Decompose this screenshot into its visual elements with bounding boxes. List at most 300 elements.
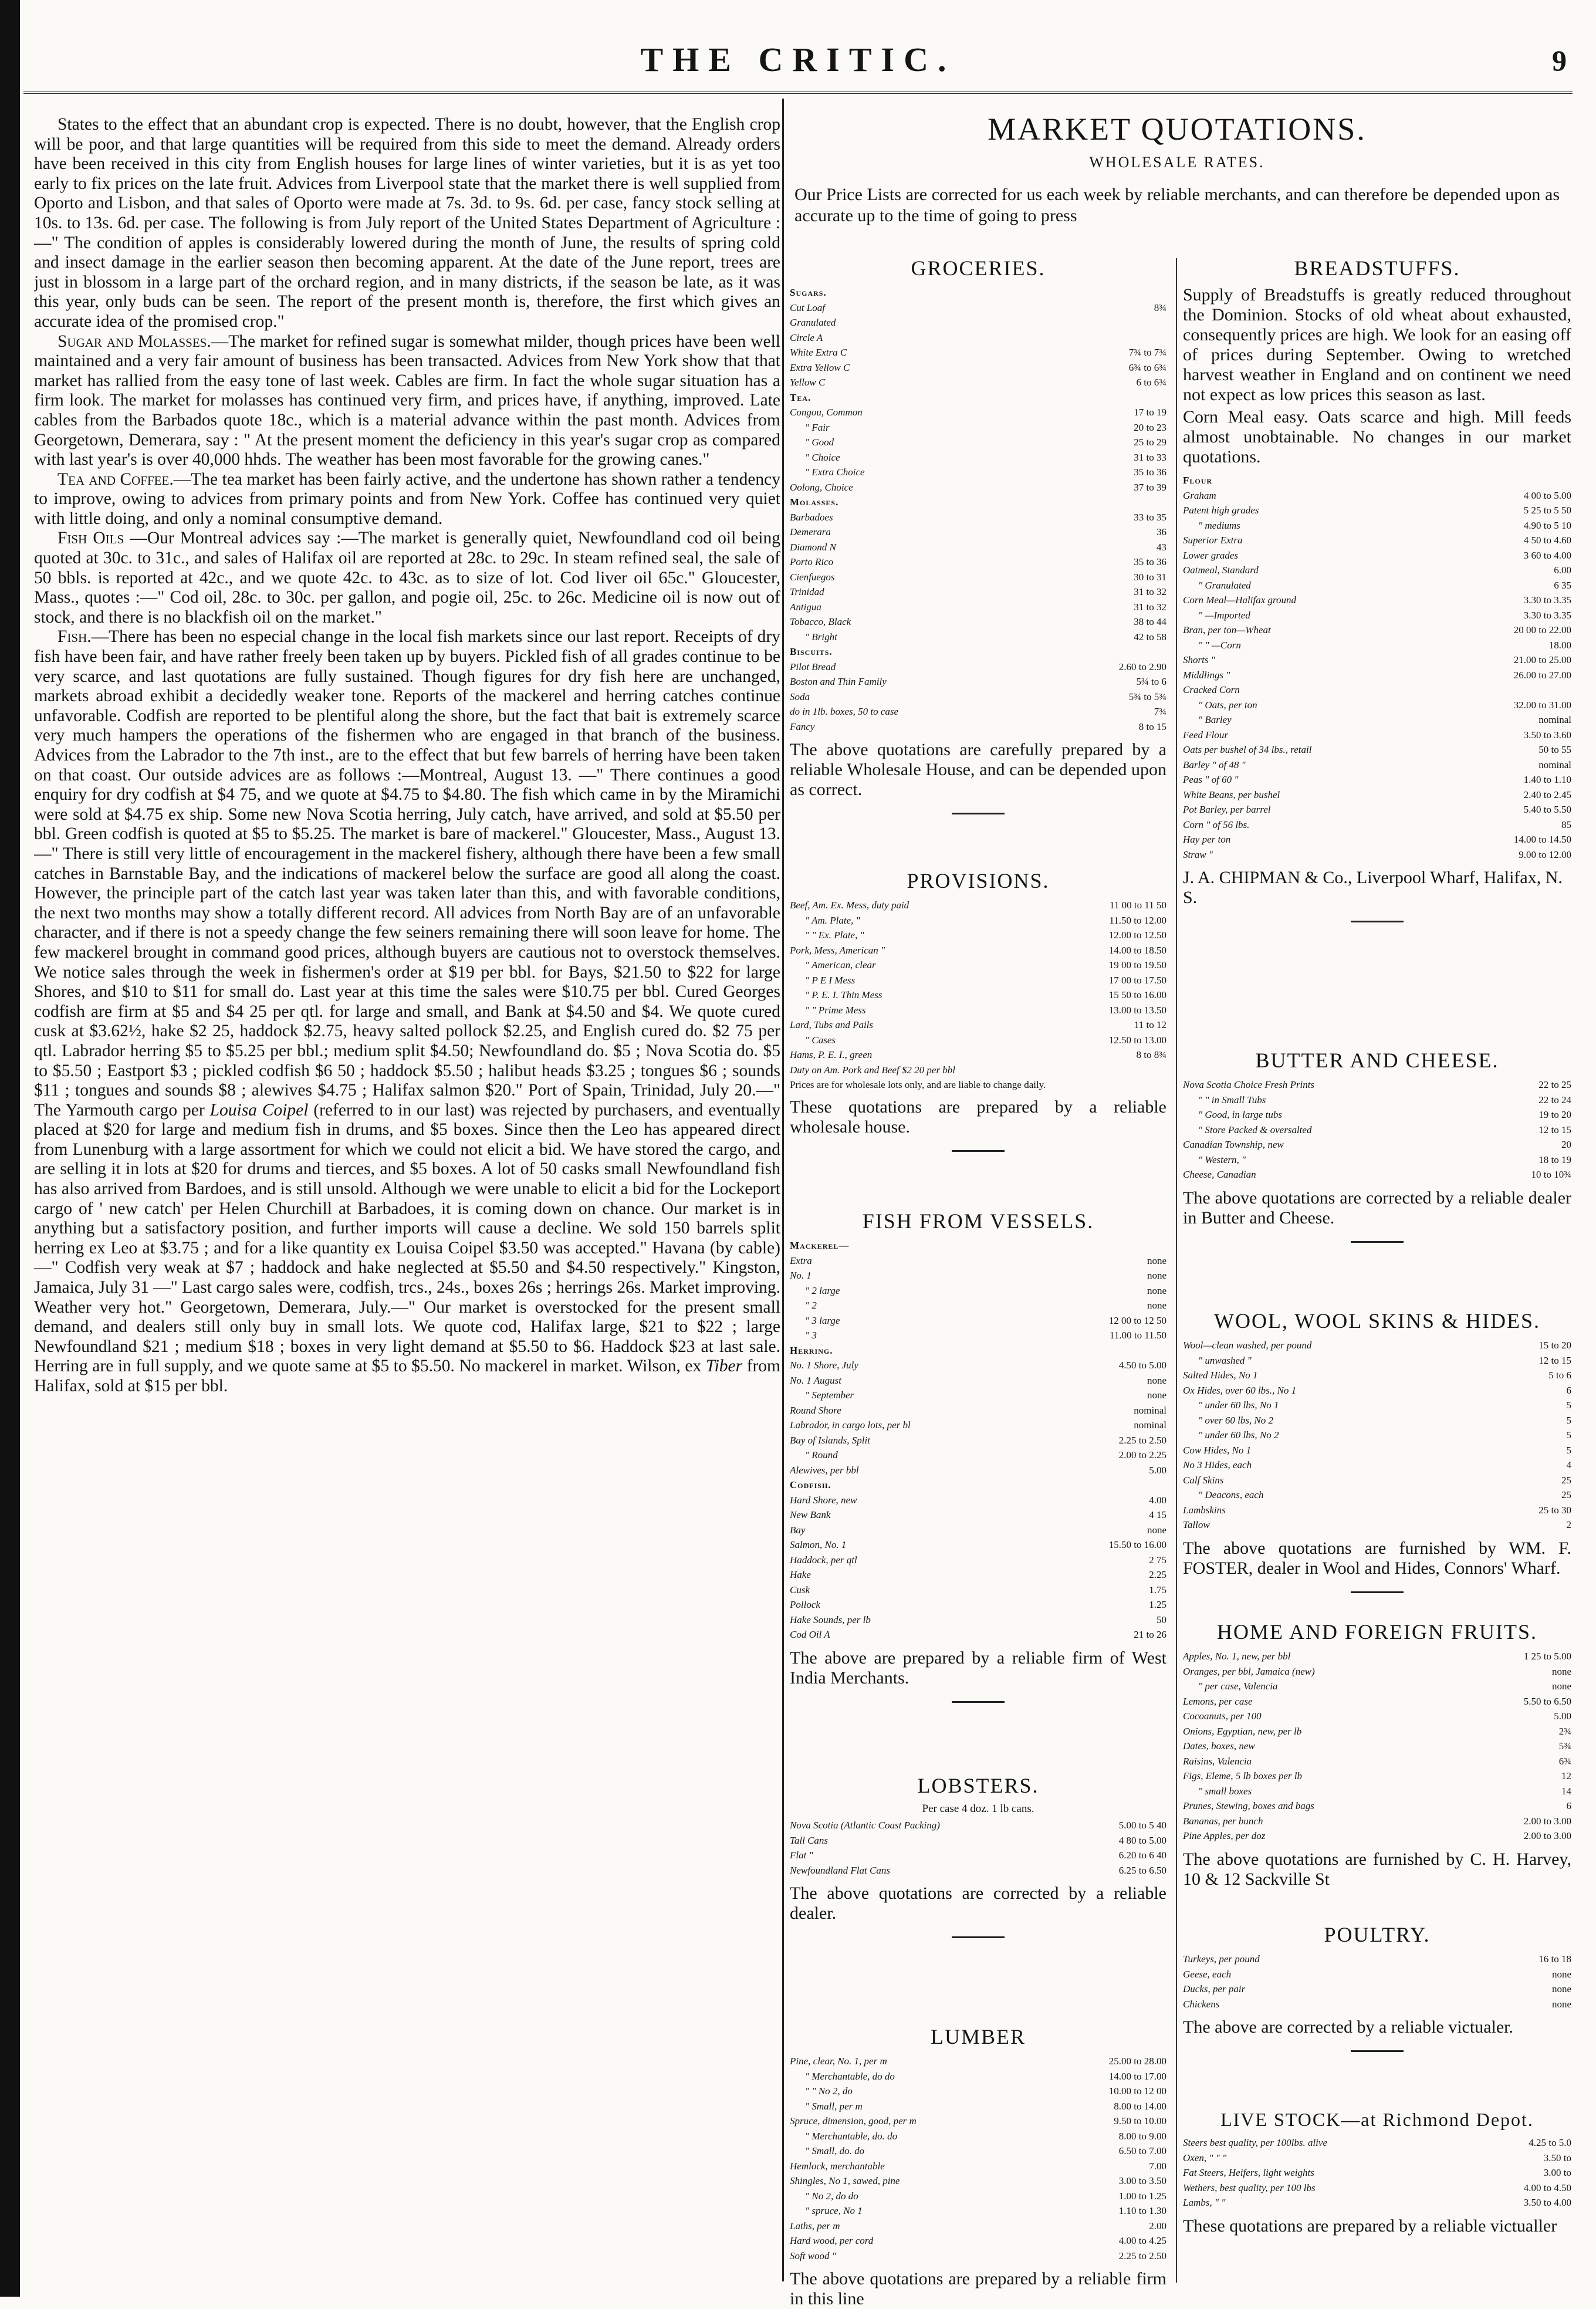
price-row [1183, 742, 1571, 758]
item-name: " Round [805, 1449, 838, 1461]
item-name: Herring. [790, 1344, 833, 1356]
breadstuffs-title: BREADSTUFFS. [1294, 256, 1460, 280]
price-row [790, 1433, 1166, 1448]
price-row [790, 285, 1166, 300]
item-price: 4 [1566, 1459, 1571, 1470]
item-price: 3.30 to 3.35 [1523, 609, 1571, 621]
price-row [790, 2159, 1166, 2174]
item-price: 15.50 to 16.00 [1108, 1539, 1166, 1550]
item-name: No. 1 Shore, July [790, 1360, 858, 1371]
price-row [790, 375, 1166, 390]
item-name: Trinidad [790, 586, 824, 597]
section-divider [1351, 921, 1404, 922]
item-price: 12 [1561, 1770, 1571, 1781]
price-row [1183, 473, 1571, 488]
price-row [790, 1343, 1166, 1358]
item-price [1039, 644, 1166, 660]
page-binding-shadow [0, 0, 20, 2297]
item-price: 5 to 6 [1548, 1370, 1571, 1381]
price-row [1183, 548, 1571, 563]
price-row [1183, 682, 1571, 698]
price-row [1183, 653, 1571, 668]
item-price: 5¾ to 5¾ [1128, 691, 1166, 702]
price-row [790, 1003, 1166, 1018]
price-row [1183, 1123, 1571, 1138]
lobsters-note: The above quotations are corrected by a reliable dealer. [790, 1884, 1166, 1923]
item-name: Pollock [790, 1599, 820, 1610]
item-price [1039, 285, 1166, 300]
price-row [1183, 712, 1571, 728]
item-name: Boston and Thin Family [790, 676, 887, 687]
item-name: Alewives, per bbl [790, 1464, 859, 1476]
price-row [790, 300, 1166, 316]
item-name: Laths, per m [790, 2220, 840, 2232]
item-price: none [1551, 1681, 1571, 1692]
item-price: 35 to 36 [1134, 556, 1166, 567]
fruits-section [1183, 1620, 1571, 1889]
item-price: 3.00 to [1543, 2167, 1571, 2178]
item-price: 6¾ to 6¾ [1128, 361, 1166, 373]
item-price: 6 to 6¾ [1136, 377, 1166, 388]
price-row [790, 1612, 1166, 1628]
price-row [790, 600, 1166, 615]
price-row [790, 1863, 1166, 1878]
item-price: none [1551, 1998, 1571, 2010]
item-name: " Western, " [1198, 1154, 1246, 1165]
lumber-note: The above quotations are prepared by a reliable firm in this line [790, 2269, 1166, 2308]
item-price: none [1551, 1968, 1571, 1980]
fish-note: The above are prepared by a reliable firm of West India Merchants. [790, 1648, 1166, 1688]
item-name: Cocoanuts, per 100 [1183, 1710, 1262, 1722]
price-row [790, 913, 1166, 928]
item-price: 36 [1157, 526, 1166, 537]
price-row [790, 2219, 1166, 2234]
item-name: " Choice [805, 451, 840, 463]
item-name: Mackerel— [790, 1240, 850, 1251]
item-price: 8.00 to 9.00 [1118, 2130, 1166, 2142]
item-name: Beef, Am. Ex. Mess, duty paid [790, 900, 909, 911]
item-name: Cut Loaf [790, 302, 825, 313]
price-row [790, 1463, 1166, 1478]
item-price: 5.40 to 5.50 [1523, 804, 1571, 815]
item-name: Bay [790, 1524, 806, 1536]
item-name: Corn " of 56 lbs. [1183, 819, 1250, 830]
item-price: 7.00 [1149, 2160, 1166, 2172]
price-row [1183, 2135, 1571, 2151]
price-row [790, 1627, 1166, 1642]
price-row [1183, 563, 1571, 578]
price-row [790, 1063, 1166, 1078]
item-name: Circle A [790, 332, 823, 343]
item-price: 25 [1561, 1474, 1571, 1486]
item-name: Barley " of 48 " [1183, 759, 1246, 770]
price-row [1183, 623, 1571, 638]
price-row [790, 1493, 1166, 1508]
item-price: none [1551, 1665, 1571, 1677]
item-name: " " Prime Mess [805, 1004, 866, 1016]
item-price: 14.00 to 14.50 [1513, 834, 1571, 845]
price-row [790, 330, 1166, 346]
item-name: Extra [790, 1255, 812, 1266]
price-row [1183, 832, 1571, 847]
item-price: 2¾ [1558, 1725, 1571, 1737]
item-name: " per case, Valencia [1198, 1681, 1278, 1692]
price-row [1183, 817, 1571, 833]
item-price: none [1147, 1390, 1166, 1401]
item-price: 3.50 to 4.00 [1523, 2197, 1571, 2208]
item-name: Pilot Bread [790, 661, 836, 672]
item-price: none [1147, 1255, 1166, 1266]
item-price: 25 to 30 [1538, 1504, 1571, 1516]
price-row [1183, 2151, 1571, 2166]
item-price: none [1147, 1374, 1166, 1386]
price-row [1183, 1488, 1571, 1503]
price-row [1183, 1137, 1571, 1152]
item-name: " " No 2, do [805, 2085, 853, 2097]
item-price: 12.00 to 12.50 [1108, 929, 1166, 941]
market-intro: Our Price Lists are corrected for us each week by reliable merchants, and can therefore be depended upon as accurate up to the time of going to press [794, 185, 1560, 225]
item-price: 14.00 to 17.00 [1108, 2070, 1166, 2082]
breadstuffs-section [1183, 256, 1571, 932]
item-name: Ox Hides, over 60 lbs., No 1 [1183, 1384, 1297, 1396]
poultry-table [1183, 1952, 1571, 2011]
section-divider [952, 1150, 1005, 1152]
price-row [790, 1553, 1166, 1568]
price-row [790, 973, 1166, 988]
item-name: Sugars. [790, 287, 827, 298]
price-row [790, 2189, 1166, 2204]
item-name: Demerara [790, 526, 831, 537]
item-price: 1.75 [1149, 1584, 1166, 1595]
item-price: 2.00 to 3.00 [1523, 1815, 1571, 1827]
item-name: " Barley [1198, 714, 1232, 725]
item-price: 18 to 19 [1538, 1154, 1571, 1165]
fish-title: FISH FROM VESSELS. [862, 1209, 1094, 1233]
item-price: 4 50 to 4.60 [1523, 535, 1571, 546]
item-name: Fat Steers, Heifers, light weights [1183, 2167, 1314, 2178]
price-row [790, 1848, 1166, 1863]
item-price: 6.50 to 7.00 [1118, 2145, 1166, 2156]
column-rule-2 [1176, 258, 1177, 2283]
item-price: 1.25 [1149, 1599, 1166, 1610]
item-name: Calf Skins [1183, 1474, 1224, 1486]
price-row [790, 1033, 1166, 1048]
price-row [1183, 758, 1571, 773]
fish-section [790, 1209, 1166, 1712]
price-row [1183, 728, 1571, 743]
poultry-title: POULTRY. [1324, 1923, 1431, 1946]
item-price: 5.00 [1149, 1464, 1166, 1476]
item-price: 2.40 to 2.45 [1523, 789, 1571, 800]
price-row [790, 1283, 1166, 1299]
price-row [1183, 1709, 1571, 1724]
item-price: none [1147, 1284, 1166, 1296]
item-price: 15 to 20 [1538, 1340, 1571, 1351]
price-row [1183, 1383, 1571, 1398]
section-divider [952, 813, 1005, 814]
item-price: 4.50 to 5.00 [1118, 1360, 1166, 1371]
price-row [790, 1478, 1166, 1493]
price-row [790, 555, 1166, 570]
lobsters-table [790, 1818, 1166, 1878]
item-name: " P. E. I. Thin Mess [805, 989, 882, 1000]
price-row [790, 2144, 1166, 2159]
lumber-section [790, 2024, 1166, 2309]
price-row [1183, 2180, 1571, 2196]
item-name: Cheese, Canadian [1183, 1169, 1256, 1180]
item-price: 9.50 to 10.00 [1114, 2115, 1166, 2127]
price-row [1183, 1754, 1571, 1769]
groceries-title: GROCERIES. [911, 256, 1046, 280]
wool-hides-table [1183, 1338, 1571, 1533]
item-price: nominal [1134, 1404, 1166, 1416]
livestock-section [1183, 2109, 1571, 2236]
item-name: Granulated [790, 317, 836, 328]
item-name: Hake [790, 1569, 811, 1580]
item-name: " Am. Plate, " [805, 914, 860, 926]
item-price: 3.50 to [1543, 2152, 1571, 2163]
item-price: 11.50 to 12.00 [1109, 914, 1166, 926]
item-name: " " in Small Tubs [1198, 1094, 1266, 1106]
item-name: Geese, each [1183, 1968, 1232, 1980]
price-row [1183, 2165, 1571, 2180]
item-price: 12.50 to 13.00 [1108, 1034, 1166, 1046]
item-name: " mediums [1198, 519, 1240, 531]
item-name: " P E I Mess [805, 974, 856, 986]
item-price: 1.00 to 1.25 [1118, 2190, 1166, 2202]
price-row [790, 928, 1166, 943]
lobsters-title: LOBSTERS. [917, 1774, 1039, 1797]
item-name: Spruce, dimension, good, per m [790, 2115, 917, 2127]
market-quotations-title: MARKET QUOTATIONS. [988, 111, 1367, 147]
item-name: Graham [1183, 489, 1216, 501]
item-price: 2.00 to 2.25 [1118, 1449, 1166, 1461]
lobsters-section [790, 1773, 1166, 1948]
item-price: 8 to 15 [1138, 721, 1166, 732]
price-row [790, 1017, 1166, 1033]
price-row [1183, 1473, 1571, 1488]
item-name: White Extra C [790, 347, 847, 358]
lumber-title: LUMBER [930, 2025, 1026, 2048]
butter-cheese-table [1183, 1077, 1571, 1182]
item-name: " Small, per m [805, 2100, 863, 2112]
item-price: 5.00 to 5 40 [1118, 1820, 1166, 1831]
item-name: " Good, in large tubs [1198, 1109, 1282, 1120]
provisions-small-note: Prices are for wholesale lots only, and are liable to change daily. [790, 1079, 1046, 1090]
item-price: none [1147, 1270, 1166, 1281]
item-price: 7¾ [1154, 706, 1166, 717]
price-row [1183, 1338, 1571, 1353]
price-row [790, 1328, 1166, 1343]
livestock-note: These quotations are prepared by a reliable victualler [1183, 2216, 1557, 2236]
item-price: 30 to 31 [1134, 571, 1166, 583]
item-name: " Bright [805, 631, 837, 643]
fruits-note: The above quotations are furnished by C. H. Harvey, 10 & 12 Sackville St [1183, 1849, 1571, 1889]
item-price: 25 to 29 [1134, 437, 1166, 448]
price-row [790, 898, 1166, 913]
item-name: Yellow C [790, 377, 826, 388]
article-paragraph: Sugar and Molasses.—The market for refined sugar is somewhat milder, though prices have been well maintained and a very fair amount of business has been transacted. Advices from New York show that that market has rallied from the easy tone of last week. Cables are firm. In fact the whole sugar situation has a firm look. The market for molasses has continued very firm, and prices have, if anything, improved. Late cables from the Barbados quote 18c., which is a material advance within the past month. Advices from Georgetown, Demerara, say : " At the present moment the deficiency in this year's sugar crop as compared with last year's is over 40,000 hhds. The weather has been most favorable for the growing canes." [34, 332, 780, 469]
item-price [1439, 682, 1571, 698]
item-price: 1 25 to 5.00 [1523, 1651, 1571, 1662]
price-row [790, 570, 1166, 585]
item-price: 20 00 to 22.00 [1513, 624, 1571, 635]
price-row [790, 943, 1166, 958]
breadstuffs-intro-2: Corn Meal easy. Oats scarce and high. Mill feeds almost unobtainable. No changes in our market quotations. [1183, 407, 1571, 466]
price-row [1183, 1952, 1571, 1967]
item-price: 6 [1566, 1384, 1571, 1396]
item-name: Flour [1183, 475, 1213, 486]
price-row [790, 1268, 1166, 1283]
price-row [790, 525, 1166, 540]
item-price: 5¾ [1558, 1740, 1571, 1752]
price-row [790, 1388, 1166, 1403]
price-row [790, 1403, 1166, 1418]
item-price [1039, 330, 1166, 346]
item-name: Codfish. [790, 1479, 831, 1490]
item-name: Pine, clear, No. 1, per m [790, 2056, 887, 2067]
poultry-note: The above are corrected by a reliable victualer. [1183, 2017, 1514, 2037]
item-price: nominal [1538, 759, 1571, 770]
provisions-title: PROVISIONS. [907, 869, 1050, 893]
fruits-title: HOME AND FOREIGN FRUITS. [1216, 1620, 1538, 1644]
price-row [790, 2099, 1166, 2114]
item-name: " Deacons, each [1198, 1489, 1264, 1500]
item-name: Lambskins [1183, 1504, 1226, 1516]
item-name: Figs, Eleme, 5 lb boxes per lb [1183, 1770, 1303, 1781]
item-price: 8 to 8¾ [1136, 1049, 1166, 1060]
price-row [1183, 1167, 1571, 1182]
item-name: Oatmeal, Standard [1183, 564, 1259, 576]
lobsters-subtitle: Per case 4 doz. 1 lb cans. [922, 1803, 1034, 1815]
item-name: Lambs, " " [1183, 2197, 1226, 2208]
price-row [1183, 1679, 1571, 1694]
breadstuffs-intro: Supply of Breadstuffs is greatly reduced throughout the Dominion. Stocks of old wheat about exhausted, consequently prices are high. We look for an easing off of prices during September. Owing to wretched harvest weather in England and on continent we need not expect as low prices this season as last. [1183, 285, 1571, 404]
price-row [790, 2069, 1166, 2084]
price-row [1183, 1798, 1571, 1814]
item-price: 50 to 55 [1538, 744, 1571, 755]
item-price: 3.30 to 3.35 [1523, 594, 1571, 606]
item-price [1039, 1238, 1166, 1253]
item-price: 16 to 18 [1538, 1953, 1571, 1965]
item-name: Labrador, in cargo lots, per bl [790, 1419, 911, 1431]
price-row [1183, 1093, 1571, 1108]
item-name: Dates, boxes, new [1183, 1740, 1255, 1752]
item-price: 2.25 to 2.50 [1118, 2250, 1166, 2261]
item-price: 32.00 to 31.00 [1513, 699, 1571, 711]
price-row [790, 584, 1166, 600]
item-name: Hemlock, merchantable [790, 2160, 885, 2172]
item-price: 42 to 58 [1134, 631, 1166, 643]
item-price: 19 to 20 [1538, 1109, 1571, 1120]
item-name: No 3 Hides, each [1183, 1459, 1252, 1470]
item-name: " 3 [805, 1330, 817, 1341]
item-price: 2.00 to 3.00 [1523, 1830, 1571, 1841]
price-row [1183, 1152, 1571, 1168]
item-name: Pot Barley, per barrel [1183, 804, 1271, 815]
price-row [1183, 1694, 1571, 1709]
item-name: Tobacco, Black [790, 616, 851, 627]
price-row [790, 958, 1166, 973]
item-price: 5 [1566, 1399, 1571, 1411]
price-row [1183, 802, 1571, 817]
price-row [790, 2249, 1166, 2264]
item-name: Cusk [790, 1584, 810, 1595]
item-price: 13.00 to 13.50 [1108, 1004, 1166, 1016]
item-name: Wool—clean washed, per pound [1183, 1340, 1312, 1351]
breadstuffs-vendor: J. A. CHIPMAN & Co., Liverpool Wharf, Halifax, N. S. [1183, 868, 1563, 907]
price-row [790, 345, 1166, 360]
item-name: Superior Extra [1183, 535, 1243, 546]
item-name: New Bank [790, 1509, 831, 1520]
price-row [1183, 772, 1571, 787]
item-price: 22 to 24 [1538, 1094, 1571, 1106]
item-price: 33 to 35 [1134, 511, 1166, 523]
item-name: Lower grades [1183, 549, 1238, 561]
price-row [790, 1818, 1166, 1833]
masthead [23, 40, 1573, 87]
item-name: Prunes, Stewing, boxes and bags [1183, 1800, 1314, 1811]
price-row [1183, 1517, 1571, 1533]
item-price: 31 to 32 [1134, 586, 1166, 597]
item-price: 12 00 to 12 50 [1108, 1314, 1166, 1326]
item-name: Cod Oil A [790, 1629, 830, 1640]
price-row [1183, 1458, 1571, 1473]
price-row [1183, 1982, 1571, 1997]
price-row [1183, 1428, 1571, 1443]
price-row [790, 1418, 1166, 1433]
item-name: " Small, do. do [805, 2145, 865, 2156]
masthead-title: THE CRITIC. [640, 40, 956, 79]
item-name: " —Imported [1198, 609, 1250, 621]
item-price: 12 to 15 [1538, 1124, 1571, 1135]
livestock-title: LIVE STOCK—at Richmond Depot. [1220, 2109, 1534, 2130]
price-row [790, 1537, 1166, 1553]
item-price: 5 [1566, 1444, 1571, 1456]
item-name: " 2 large [805, 1284, 840, 1296]
price-row [1183, 1739, 1571, 1754]
item-price: 11 to 12 [1134, 1019, 1166, 1030]
item-name: " " —Corn [1198, 639, 1241, 651]
item-price: 8¾ [1154, 302, 1166, 313]
price-row [1183, 593, 1571, 608]
item-name: White Beans, per bushel [1183, 789, 1280, 800]
item-price: 10.00 to 12 00 [1108, 2085, 1166, 2097]
item-price: 7¾ to 7¾ [1128, 347, 1166, 358]
market-report-article [34, 115, 780, 2286]
item-name: " Extra Choice [805, 466, 865, 478]
price-row [790, 2129, 1166, 2144]
item-price: 5¾ to 6 [1136, 676, 1166, 687]
article-paragraph: Tea and Coffee.—The tea market has been fairly active, and the undertone has shown rather a tendency to improve, owing to advices from primary points and from New York. Coffee has continued very quiet with little doing, and only a nominal consumptive demand. [34, 469, 780, 528]
item-name: Tall Cans [790, 1834, 829, 1846]
price-row [790, 2054, 1166, 2069]
item-name: Oxen, " " " [1183, 2152, 1227, 2163]
item-price: 20 to 23 [1134, 421, 1166, 433]
item-name: Bran, per ton—Wheat [1183, 624, 1271, 635]
price-row [1183, 2195, 1571, 2210]
item-price: 2 [1566, 1519, 1571, 1530]
item-price: nominal [1134, 1419, 1166, 1431]
price-row [1183, 1398, 1571, 1413]
price-row [790, 1373, 1166, 1388]
price-row [790, 630, 1166, 645]
item-price: none [1551, 1983, 1571, 1994]
item-name: Duty on Am. Pork and Beef $2 20 per bbl [790, 1064, 956, 1076]
price-row [1183, 1828, 1571, 1844]
item-name: Extra Yellow C [790, 361, 850, 373]
price-row [790, 689, 1166, 705]
